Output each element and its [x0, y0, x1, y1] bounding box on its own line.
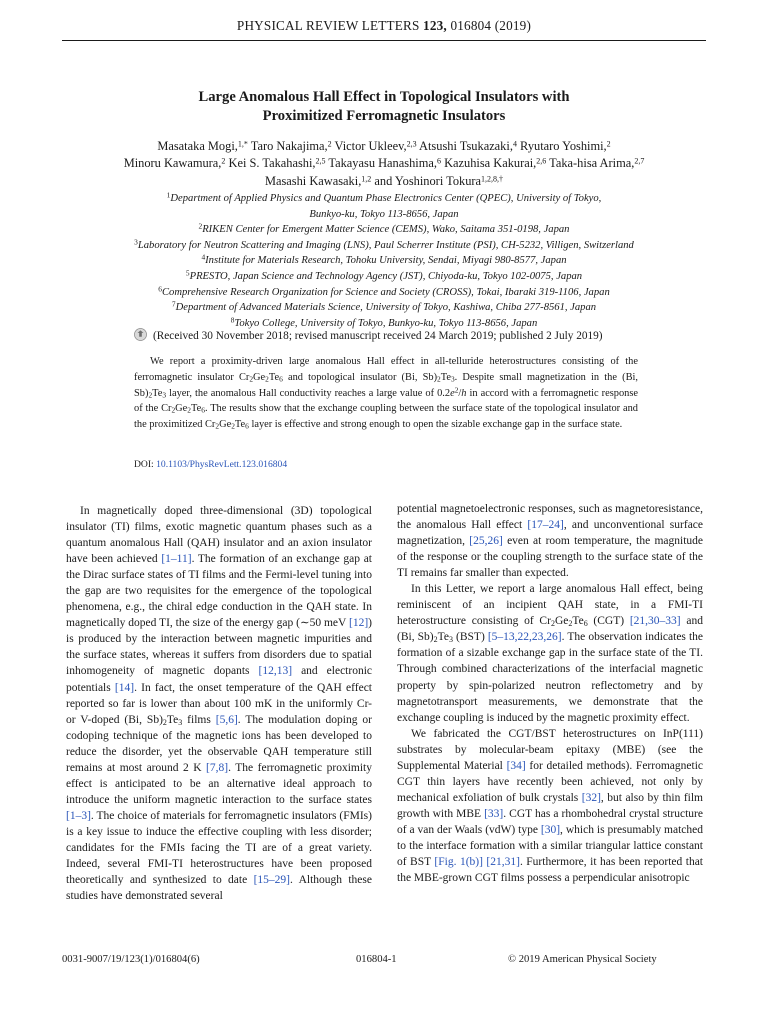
citation-link[interactable]: [21,30–33] [629, 615, 681, 628]
citation-link[interactable]: [17–24] [527, 519, 564, 532]
paragraph: We fabricated the CGT/BST heterostructures on InP(111) substrates by molecular-beam epitaxy (MBE) (see the Supplemental Material [34] for detailed methods). Ferromagnetic CGT thin layers have recently been achieved, not only by mechanical exfoliation of bulk crystals [32], but also by thin film growth with MBE [33]. CGT has a rhombohedral crystal structure of a van der Waals (vdW) type [30], which is presumably matched to the interface formation with a similar triangular lattice constant of BST [Fig. 1(b)] [21,31]. Furthermore, it has been reported that the MBE-grown CGT films possess a perpendicular anisotropic [397, 727, 704, 885]
crossmark-icon[interactable] [134, 328, 147, 341]
body-left-column [66, 503, 372, 904]
affiliation-list [62, 191, 706, 331]
article-number-year: 016804 (2019) [450, 18, 532, 33]
author-affil-sup: 1,2 [361, 174, 372, 184]
citation-link[interactable]: [1–11] [161, 553, 192, 566]
citation-link[interactable]: [15–29] [253, 874, 290, 887]
paragraph: In this Letter, we report a large anomalous Hall effect, being reminiscent of an incipient QAH state, in a FMI-TI heterostructure consisting of $Cr_2Ge_2Te_6$ (CGT) [21,30–33] and (Bi, $Sb)_2Te_3$ (BST) [5–13,22,23,26]. The observation indicates the formation of a sizable exchange gap in the surface state of the TI. Through combined characterizations of the interfacial magnetic property by spin-polarized neutron reflectometry and by magnetotransport measurements, we demonstrate that the exchange coupling is induced by the magnetic proximity effect. [397, 583, 704, 724]
affiliation: Bunkyo-ku, Tokyo 113-8656, Japan [309, 208, 459, 220]
body-right-column [397, 501, 703, 886]
paragraph: potential magnetoelectronic responses, such as magnetoresistance, the anomalous Hall effect [17–24], and unconventional surface magnetization, [25,26] even at room temperature, the magnitude of the response or the coupling strength to the surface state of the TI remains far smaller than expected. [397, 503, 704, 580]
author-name: Victor Ukleev, [334, 139, 407, 153]
author-affil-sup: 2,6 [536, 156, 547, 166]
author-affil-sup: 2,7 [634, 156, 645, 166]
author-affil-sup: 4 [512, 139, 517, 149]
author-line-3 [62, 173, 706, 190]
journal-name: PHYSICAL REVIEW LETTERS [236, 18, 420, 33]
author-name: Kei S. Takahashi, [228, 156, 316, 171]
author-name: Minoru Kawamura, [123, 156, 222, 171]
affiliation: $^1$Department of Applied Physics and Quantum Phase Electronics Center (QPEC), University of Tokyo, [166, 190, 602, 204]
citation-link[interactable]: [33] [484, 807, 504, 820]
title-line-2: Proximitized Ferromagnetic Insulators [262, 108, 506, 124]
received-dates [134, 328, 654, 344]
author-name: Atsushi Tsukazaki, [419, 139, 513, 153]
header-rule [62, 40, 706, 41]
citation-link[interactable]: [12] [349, 617, 369, 630]
abstract: We report a proximity-driven large anomalous Hall effect in all-telluride heterostructures consisting of the ferromagnetic insulator $Cr_2Ge_2Te_6$ and topological insulator (Bi, $Sb)_2Te_3$. Despite small magnetization in the (Bi, $Sb)_2Te_3$ layer, the anomalous Hall conductivity reaches a large value of $0.2e^2/h$ in accord with a ferromagnetic response of the $Cr_2Ge_2Te_6$. The results show that the exchange coupling between the surface state of the topological insulator and the proximitized $Cr_2Ge_2Te_6$ layer is effective and strong enough to open the sizable exchange gap in the surface state. [134, 356, 638, 431]
citation-link[interactable]: [32] [581, 791, 601, 804]
author-name: Masashi Kawasaki, [264, 173, 362, 188]
citation-link[interactable]: [5,6] [215, 713, 238, 726]
author-name: Masataka Mogi, [157, 139, 238, 153]
author-affil-sup: 2,3 [406, 139, 417, 149]
footer-page-number: 016804-1 [356, 954, 397, 965]
running-head [62, 18, 706, 34]
title-line-1: Large Anomalous Hall Effect in Topological Insulators with [198, 89, 570, 105]
citation-link[interactable]: [5–13,22,23,26] [487, 631, 562, 644]
affiliation: $^4$Institute for Materials Research, Tohoku University, Sendai, Miyagi 980-8577, Japan [201, 253, 567, 267]
author-line-1 [62, 138, 706, 155]
doi-line [134, 459, 287, 470]
author-affil-sup: 2 [327, 139, 332, 149]
author-name: Taka-hisa Arima, [549, 156, 635, 171]
affiliation: $^3$Laboratory for Neutron Scattering and Imaging (LNS), Paul Scherrer Institute (PSI), CH-5232, Villigen, Switzerland [134, 237, 634, 251]
author-affil-sup: 1,* [237, 139, 248, 149]
citation-link[interactable]: [14] [114, 681, 135, 694]
citation-link[interactable]: [30] [540, 823, 561, 836]
affiliation: $^6$Comprehensive Research Organization for Science and Society (CROSS), Tokai, Ibaraki 319-1106, Japan [158, 284, 610, 298]
author-name: Taro Nakajima, [250, 139, 328, 153]
author-affil-sup: 1,2,8,† [481, 174, 504, 184]
footer-copyright: © 2019 American Physical Society [508, 954, 657, 965]
citation-link[interactable]: [12,13] [258, 665, 293, 678]
author-affil-sup: 6 [436, 156, 441, 166]
doi-label: DOI: [134, 459, 154, 470]
citation-link[interactable]: [Fig. 1(b)] [21,31] [434, 856, 520, 869]
doi-link[interactable]: 10.1103/PhysRevLett.123.016804 [156, 459, 288, 470]
citation-link[interactable]: [34] [506, 759, 526, 772]
paragraph: In magnetically doped three-dimensional (3D) topological insulator (TI) films, exotic magnetic quantum phases such as a quantum anomalous Hall (QAH) insulator and an axion insulator have been achieved [1–11]. The formation of an exchange gap at the Dirac surface states of TI films and the Fermi-level tuning into the gap are two requisites for the emergence of the topological phenomena, e.g., the chiral edge conduction in the QAH state. In magnetically doped TI, the size of the energy gap (∼50 meV [12]) is produced by the interaction between magnetic impurities and the surface states, whereas it suffers from disorders due to spatial inhomogeneity of magnetic dopants [12,13] and electronic potentials [14]. In fact, the onset temperature of the QAH effect reported so far is lower than about 100 mK in the uniformly Cr- or V-doped (Bi, $Sb)_2Te_3$ films [5,6]. The modulation doping or codoping technique of the magnetic ions has been developed to reduce the disorder, yet the observable QAH temperature still remains at most around 2 K [7,8]. The ferromagnetic proximity effect is anticipated to be an alternative ideal approach to introduce the uniform magnetic interaction to the surface states [1–3]. The choice of materials for ferromagnetic insulators (FMIs) is a key issue to induce the effective coupling with less disorder; candidates for the FMIs facing the TI are of a great variety. Indeed, several FMI-TI heterostructures have been proposed theoretically and synthesized to date [15–29]. Although these studies have demonstrated several [66, 505, 373, 903]
volume: 123, [423, 18, 447, 33]
author-line-2 [62, 155, 706, 172]
author-affil-sup: 2 [606, 139, 611, 149]
citation-link[interactable]: [7,8] [206, 761, 229, 774]
affiliation: $^8$Tokyo College, University of Tokyo, Bunkyo-ku, Tokyo 113-8656, Japan [230, 315, 538, 329]
author-affil-sup: 2,5 [315, 156, 326, 166]
paper-title [62, 88, 706, 126]
affiliation: $^7$Department of Advanced Materials Science, University of Tokyo, Kashiwa, Chiba 277-8561, Japan [171, 299, 597, 314]
author-name: Kazuhisa Kakurai, [444, 156, 537, 171]
author-list [62, 138, 706, 190]
author-name: Takayasu Hanashima, [328, 156, 437, 171]
received-text: (Received 30 November 2018; revised manuscript received 24 March 2019; published 2 July 2019) [153, 330, 603, 342]
citation-link[interactable]: [25,26] [469, 535, 503, 548]
affiliation: $^2$RIKEN Center for Emergent Matter Science (CEMS), Wako, Saitama 351-0198, Japan [198, 221, 570, 236]
affiliation: $^5$PRESTO, Japan Science and Technology Agency (JST), Chiyoda-ku, Tokyo 102-0075, Japan [185, 268, 583, 282]
author-affil-sup: 2 [221, 156, 226, 166]
citation-link[interactable]: [1–3] [66, 809, 91, 822]
author-name: and Yoshinori Tokura [374, 173, 482, 188]
footer-issn: 0031-9007/19/123(1)/016804(6) [62, 954, 200, 965]
author-name: Ryutaro Yoshimi, [520, 139, 607, 153]
